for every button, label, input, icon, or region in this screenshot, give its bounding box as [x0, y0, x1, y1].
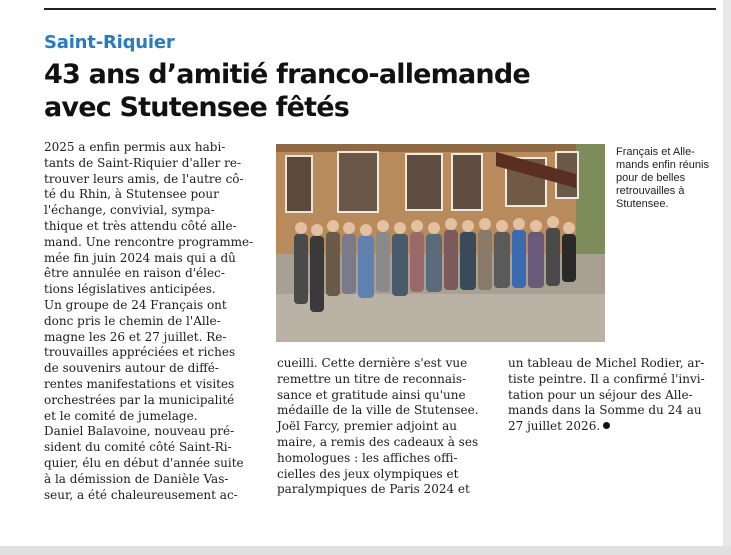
column1-line: quier, élu en début d'année suite — [44, 455, 244, 470]
group-photo — [276, 144, 605, 342]
photo-caption-line: Français et Alle- — [616, 146, 695, 158]
photo-caption-line: pour de belles — [616, 172, 686, 184]
column3-line: tiste peintre. Il a confirmé l'invi- — [508, 371, 705, 386]
column1-line: trouver leurs amis, de l'autre cô- — [44, 171, 244, 186]
column1-line: mand. Une rencontre programme- — [44, 234, 254, 249]
column2-line: maire, a remis des cadeaux à ses — [277, 434, 479, 449]
column1-line: l'échange, convivial, sympa- — [44, 203, 215, 218]
article-column-2 — [277, 356, 499, 498]
column2-line: Joël Farcy, premier adjoint au — [277, 419, 457, 434]
headline-line-1: 43 ans d’amitié franco-allemande — [44, 59, 530, 90]
column1-line: magne les 26 et 27 juillet. Re- — [44, 329, 227, 344]
column3-line: tation pour un séjour des Alle- — [508, 387, 693, 402]
column1-line: tions législatives anticipées. — [44, 282, 216, 297]
column1-line: Un groupe de 24 Français ont — [44, 297, 227, 312]
column2-line: sance et gratitude ainsi qu'une — [277, 387, 466, 402]
column1-line: être annulée en raison d'élec- — [44, 266, 225, 281]
column1-line: et le comité de jumelage. — [44, 408, 198, 423]
column1-line: mée fin juin 2024 mais qui a dû — [44, 250, 236, 265]
photo-caption-line: Stutensee. — [616, 198, 669, 210]
article-column-3 — [508, 356, 718, 435]
top-rule — [44, 8, 716, 10]
column1-line: tants de Saint-Riquier d'aller re- — [44, 155, 242, 170]
column2-line: homologues : les affiches offi- — [277, 450, 458, 465]
end-of-article-bullet — [603, 422, 610, 429]
column1-line: 2025 a enfin permis aux habi- — [44, 140, 226, 154]
headline — [44, 58, 704, 124]
column1-line: Daniel Balavoine, nouveau pré- — [44, 424, 235, 439]
column2-line: cueilli. Cette dernière s'est vue — [277, 356, 468, 370]
column3-line: mands dans la Somme du 24 au — [508, 403, 702, 418]
group-photo-illustration — [276, 144, 605, 342]
column2-line: remettre un titre de reconnais- — [277, 371, 467, 386]
photo-caption — [616, 146, 720, 211]
column1-line: orchestrées par la municipalité — [44, 392, 235, 407]
column3-line: 27 juillet 2026. — [508, 419, 718, 435]
photo-caption-line: retrouvailles à — [616, 185, 685, 197]
column2-line: paralympiques de Paris 2024 et — [277, 482, 470, 497]
column1-line: donc pris le chemin de l'Alle- — [44, 313, 221, 328]
column1-line: à la démission de Danièle Vas- — [44, 471, 229, 486]
column2-line: cielles des jeux olympiques et — [277, 466, 459, 481]
column2-line: médaille de la ville de Stutensee. — [277, 403, 479, 418]
photo-caption-line: mands enfin réunis — [616, 159, 709, 171]
page-edge-right — [723, 0, 731, 555]
column1-line: sident du comité côté Saint-Ri- — [44, 440, 232, 455]
article-column-1 — [44, 140, 269, 503]
column3-line: un tableau de Michel Rodier, ar- — [508, 356, 705, 370]
section-label: Saint-Riquier — [44, 32, 175, 53]
column1-line: thique et très attendu côté alle- — [44, 218, 237, 233]
column1-line: té du Rhin, à Stutensee pour — [44, 187, 219, 202]
column1-line: rentes manifestations et visites — [44, 376, 235, 391]
headline-line-2: avec Stutensee fêtés — [44, 92, 349, 123]
column1-line: seur, a été chaleureusement ac- — [44, 487, 238, 502]
column1-line: trouvailles appréciées et riches — [44, 345, 236, 360]
page-edge-bottom — [0, 546, 731, 555]
column1-line: de souvenirs autour de diffé- — [44, 361, 219, 376]
